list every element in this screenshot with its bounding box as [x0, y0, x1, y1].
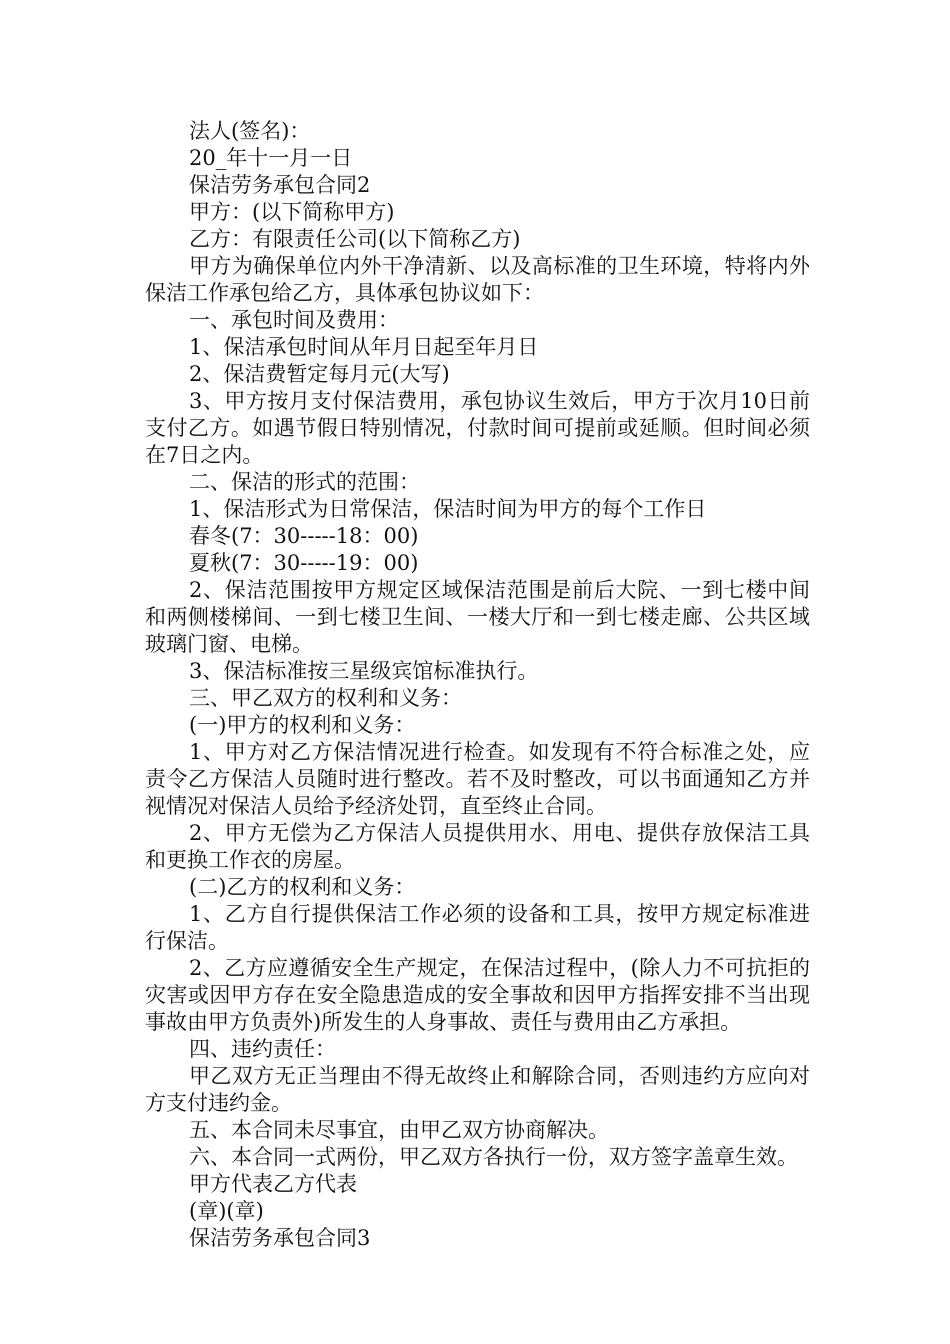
date-line: 20_年十一月一日	[189, 146, 353, 170]
party-b: 乙方：有限责任公司(以下简称乙方)	[189, 227, 521, 251]
clause-4: 甲乙双方无正当理由不得无故终止和解除合同，否则违约方应向对方支付违约金。	[145, 1064, 810, 1115]
signature-line: 法人(签名)：	[189, 119, 311, 143]
document-body	[145, 118, 810, 1252]
party-a: 甲方：(以下简称甲方)	[189, 200, 395, 224]
clause-5: 五、本合同未尽事宜，由甲乙双方协商解决。	[189, 1118, 609, 1142]
preamble-paragraph: 甲方为确保单位内外干净清新、以及高标准的卫生环境，特将内外保洁工作承包给乙方，具体承包协议如下：	[145, 254, 810, 305]
clause-1-2: 2、保洁费暂定每月元(大写)	[189, 362, 450, 386]
clause-6: 六、本合同一式两份，甲乙双方各执行一份，双方签字盖章生效。	[189, 1145, 798, 1169]
clause-3-a-1: 1、甲方对乙方保洁情况进行检查。如发现有不符合标准之处，应责令乙方保洁人员随时进行整改。若不及时整改，可以书面通知乙方并视情况对保洁人员给予经济处罚，直至终止合同。	[145, 740, 810, 818]
section-heading-1: 一、承包时间及费用：	[189, 308, 399, 332]
clause-2-1: 1、保洁形式为日常保洁，保洁时间为甲方的每个工作日	[189, 497, 707, 521]
clause-3-b-2: 2、乙方应遵循安全生产规定，在保洁过程中，(除人力不可抗拒的灾害或因甲方存在安全隐患造成的安全事故和因甲方指挥安排不当出现事故由甲方负责外)所发生的人身事故、责任与费用由乙方承担。	[145, 956, 810, 1034]
clause-2-2: 2、保洁范围按甲方规定区域保洁范围是前后大院、一到七楼中间和两侧楼梯间、一到七楼卫生间、一楼大厅和一到七楼走廊、公共区域玻璃门窗、电梯。	[145, 578, 810, 656]
clause-3-a-2: 2、甲方无偿为乙方保洁人员提供用水、用电、提供存放保洁工具和更换工作衣的房屋。	[145, 821, 810, 872]
clause-1-3: 3、甲方按月支付保洁费用，承包协议生效后，甲方于次月10日前支付乙方。如遇节假日特别情况，付款时间可提前或延顺。但时间必须在7日之内。	[145, 389, 810, 467]
clause-1-1: 1、保洁承包时间从年月日起至年月日	[189, 335, 539, 359]
clause-2-3: 3、保洁标准按三星级宾馆标准执行。	[189, 659, 539, 683]
seal-line: (章)(章)	[189, 1199, 264, 1223]
subsection-heading-party-b: (二)乙方的权利和义务：	[189, 875, 416, 899]
contract-title: 保洁劳务承包合同2	[189, 173, 371, 197]
section-heading-4: 四、违约责任：	[189, 1037, 336, 1061]
schedule-spring-winter: 春冬(7：30-----18：00)	[189, 524, 419, 548]
section-heading-3: 三、甲乙双方的权利和义务：	[189, 686, 462, 710]
representatives-line: 甲方代表乙方代表	[189, 1172, 357, 1196]
next-contract-title: 保洁劳务承包合同3	[189, 1226, 371, 1250]
subsection-heading-party-a: (一)甲方的权利和义务：	[189, 713, 416, 737]
schedule-summer-autumn: 夏秋(7：30-----19：00)	[189, 551, 419, 575]
clause-3-b-1: 1、乙方自行提供保洁工作必须的设备和工具，按甲方规定标准进行保洁。	[145, 902, 810, 953]
section-heading-2: 二、保洁的形式的范围：	[189, 470, 420, 494]
